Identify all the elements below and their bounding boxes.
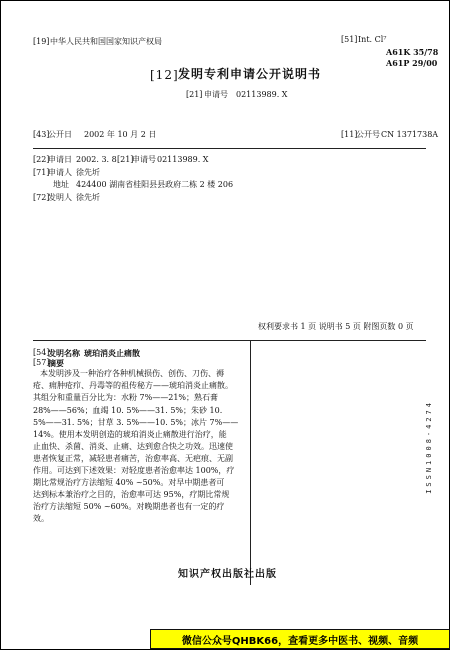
- abstract-line: 其组分和重量百分比为：水粉 7%——21%；熟石膏: [33, 393, 219, 402]
- abstract-line: 本发明涉及一种治疗各种机械损伤、创伤、刀伤、褥: [40, 369, 224, 378]
- address: 424400 湖南省桂阳县县政府二栋 2 楼 206: [76, 180, 234, 189]
- filing-date: 2002. 3. 8: [76, 155, 117, 164]
- intcl-label: Int. Cl⁷: [358, 35, 387, 44]
- address-label: 地址: [53, 180, 69, 189]
- rule-top: [33, 148, 426, 149]
- appno-label: 申请号: [132, 155, 156, 164]
- code-71: [71]: [33, 168, 50, 177]
- code-21: [21]: [117, 155, 134, 164]
- header-appno: 02113989. X: [236, 90, 288, 99]
- code-12: [12]: [150, 68, 179, 82]
- code-19: [19]: [33, 37, 50, 46]
- document-type-title: 发明专利申请公开说明书: [178, 67, 322, 81]
- pubno-label: 公开号: [356, 130, 380, 139]
- invention-name: 琥珀消炎止痛散: [84, 348, 140, 358]
- authority-name: 中华人民共和国国家知识产权局: [50, 37, 162, 46]
- abstract-line: 达到标本兼治疗之目的，治愈率可达 95%，疗期比常规: [33, 490, 230, 499]
- pubdate: 2002 年 10 月 2 日: [84, 130, 157, 139]
- applicant: 徐先圻: [76, 168, 100, 177]
- abstract-line: 5%——31. 5%；甘草 3. 5%——10. 5%；冰片 7%——: [33, 418, 239, 427]
- abstract-line: 作用。可达到下述效果：对轻度患者治愈率达 100%，疗: [33, 466, 235, 475]
- header-code-21: [21]: [186, 90, 203, 99]
- code-22: [22]: [33, 155, 50, 164]
- abstract-line: 14%。使用本发明创造的琥珀消炎止痛散进行治疗，能: [33, 430, 227, 439]
- invention-name-label: 发明名称: [48, 348, 80, 358]
- column-divider: [250, 340, 251, 585]
- header-appno-label: 申请号: [204, 90, 228, 99]
- filing-label: 申请日: [48, 155, 72, 164]
- abstract-line: 疮、痈肿疮疖、丹毒等的祖传秘方——琥珀消炎止痛散。: [33, 381, 233, 390]
- abstract-line: 28%——56%；血竭 10. 5%——31. 5%；朱砂 10.: [33, 406, 223, 415]
- issn-vertical: ISSN1008-4274: [425, 400, 433, 494]
- code-54: [54]: [33, 348, 50, 357]
- inventor-label: 发明人: [48, 193, 72, 202]
- code-43: [43]: [33, 130, 50, 139]
- ipc-2: A61P 29/00: [386, 58, 438, 68]
- ipc-1: A61K 35/78: [386, 47, 439, 57]
- pubdate-label: 公开日: [48, 130, 72, 139]
- inventor: 徐先圻: [76, 193, 100, 202]
- publisher: 知识产权出版社出版: [178, 569, 277, 580]
- abstract-label: 摘要: [48, 358, 64, 368]
- abstract-line: 患者恢复正常，减轻患者痛苦，治愈率高、无疤痕、无副: [33, 454, 233, 463]
- appno: 02113989. X: [157, 155, 209, 164]
- abstract-line: 期比常规治疗方法缩短 40% ~50%。对早中期患者可: [33, 478, 225, 487]
- abstract-line: 止血快、杀菌、消炎、止痛、达到愈合快之功效。迅速使: [33, 442, 233, 451]
- code-72: [72]: [33, 193, 50, 202]
- abstract-line: 治疗方法缩短 50% ~60%。对晚期患者也有一定的疗: [33, 502, 225, 511]
- code-57: [57]: [33, 358, 50, 367]
- rule-middle: [33, 340, 426, 341]
- page-counts: 权利要求书 1 页 说明书 5 页 附图页数 0 页: [258, 322, 414, 331]
- pubno: CN 1371738A: [381, 130, 439, 139]
- applicant-label: 申请人: [48, 168, 72, 177]
- code-51: [51]: [341, 35, 358, 44]
- code-11: [11]: [341, 130, 358, 139]
- abstract-line: 效。: [33, 514, 49, 523]
- wechat-footer-banner: 微信公众号QHBK66，查看更多中医书、视频、音频: [150, 629, 450, 649]
